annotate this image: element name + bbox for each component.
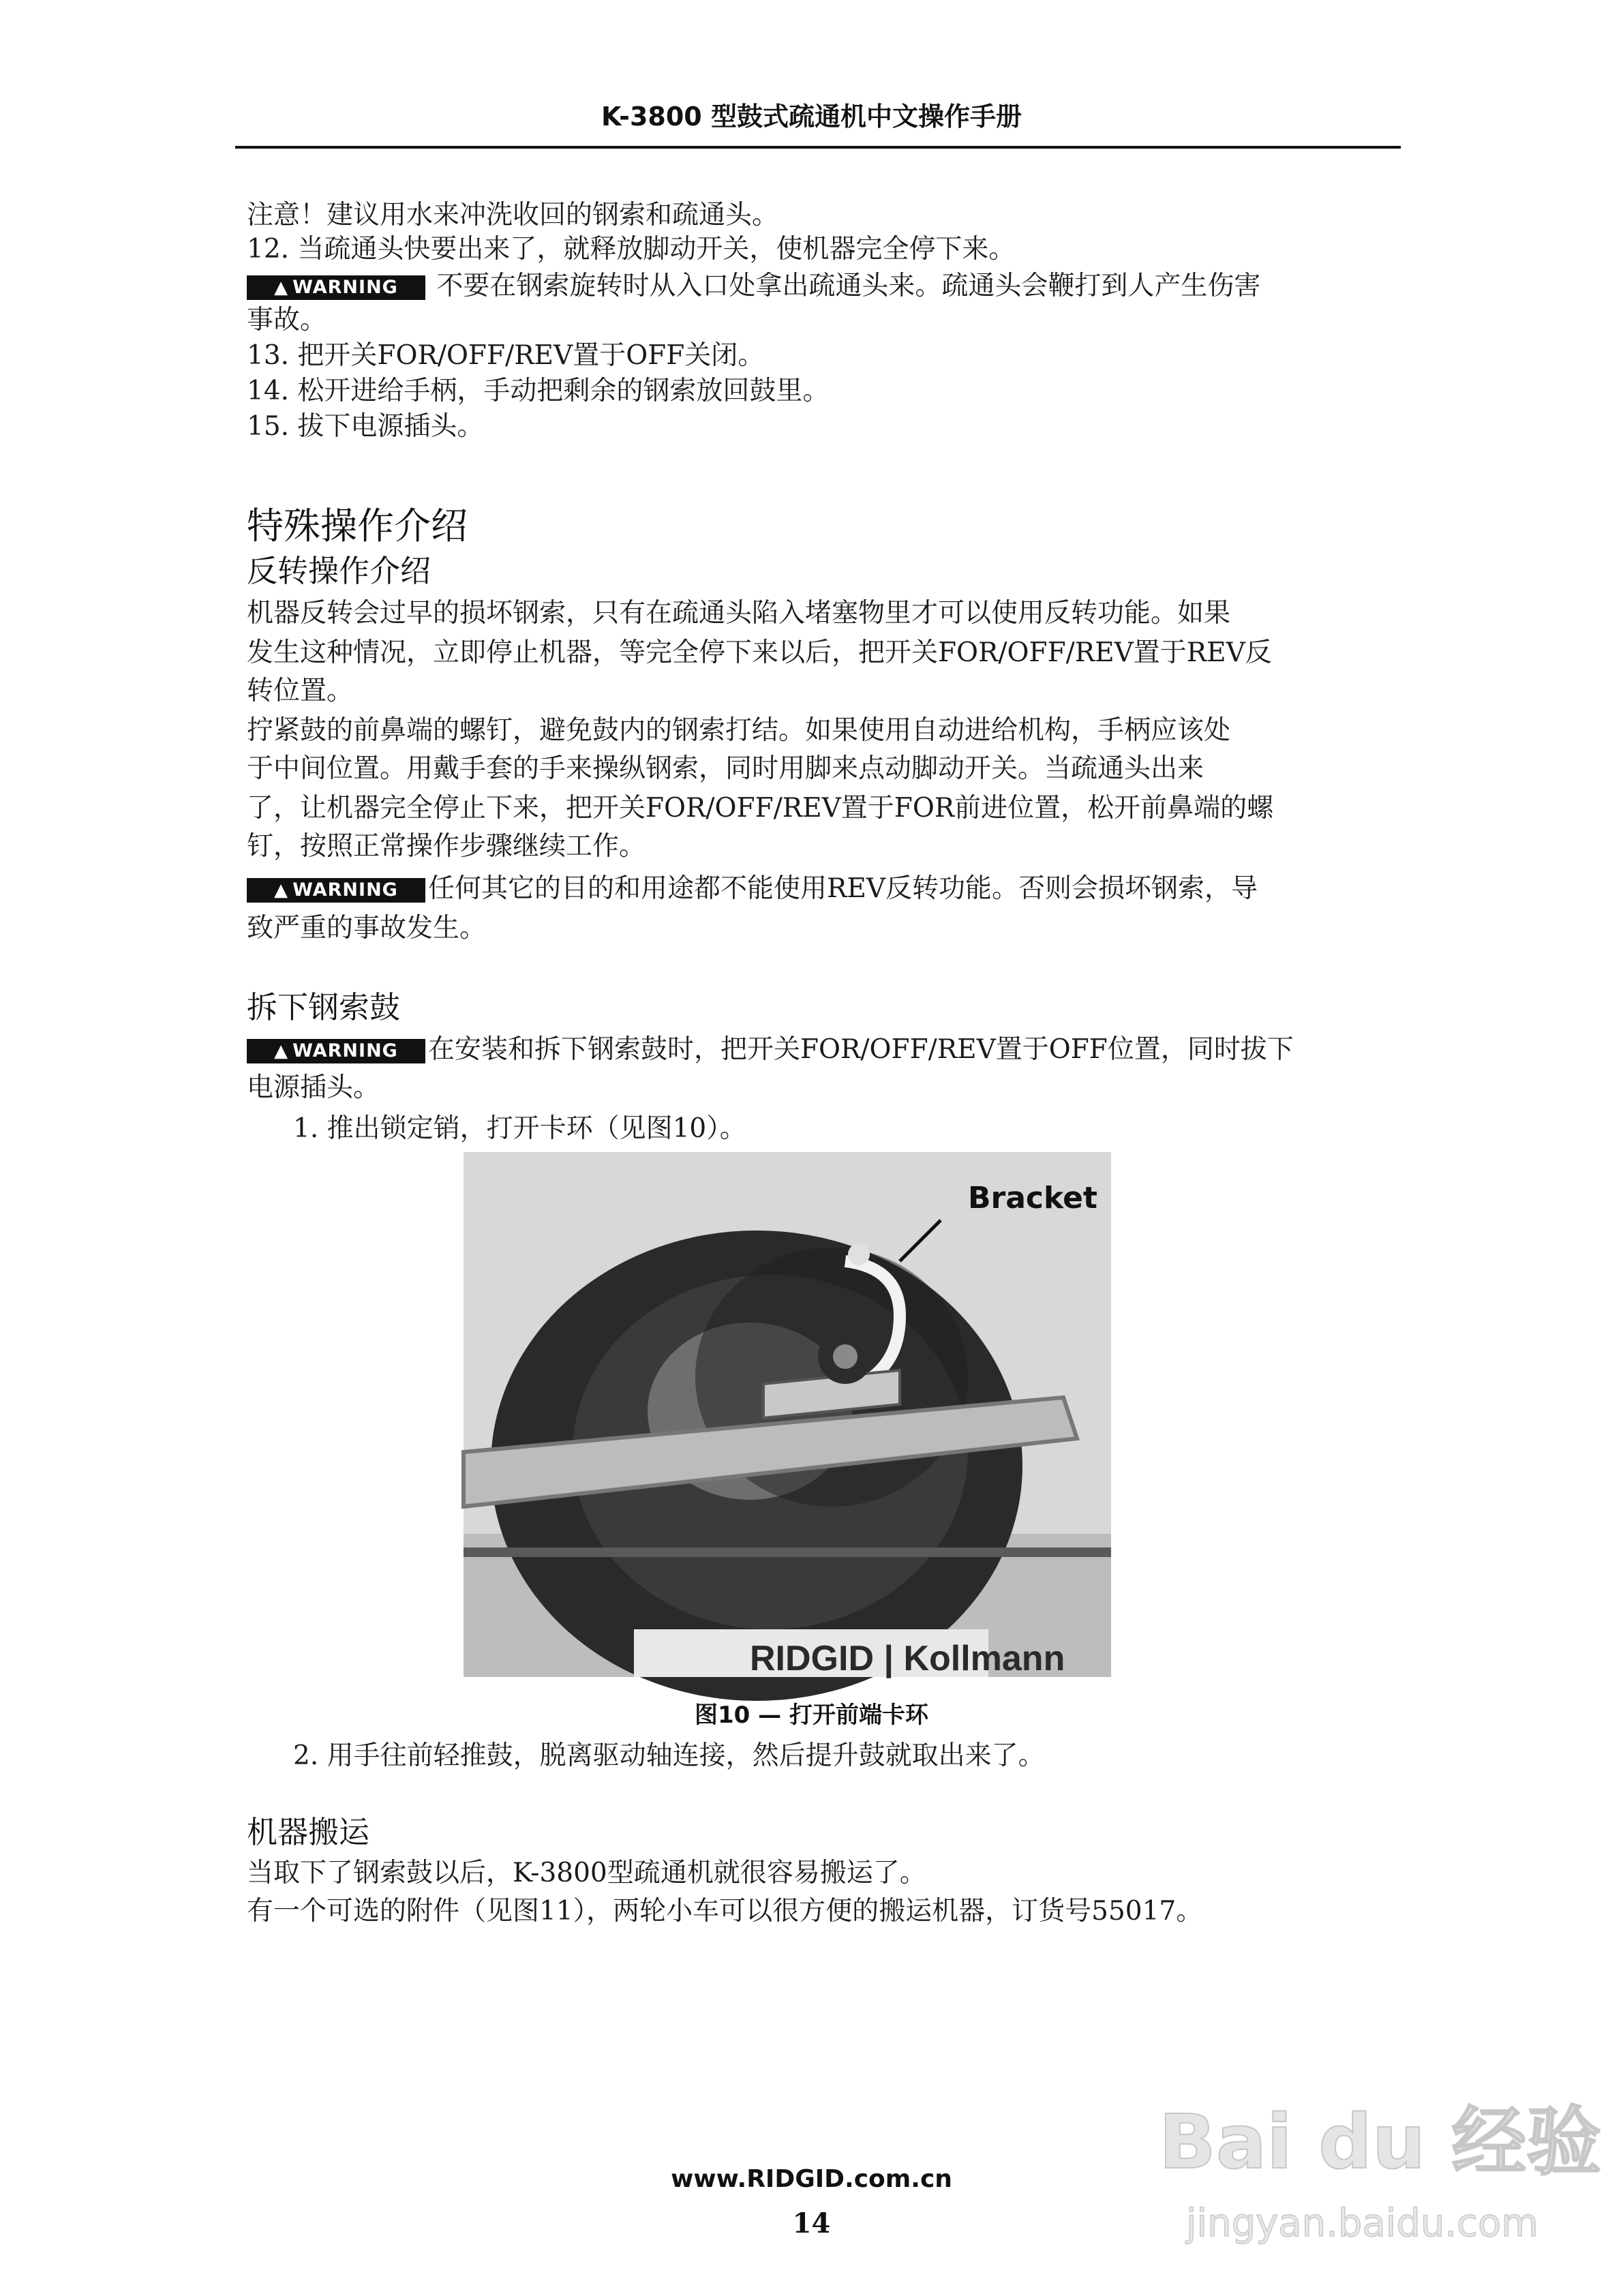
watermark-url: jingyan.baidu.com (1186, 2201, 1538, 2246)
step-15: 15. 拔下电源插头。 (247, 411, 484, 442)
remove-step-2: 2. 用手往前轻推鼓，脱离驱动轴连接，然后提升鼓就取出来了。 (293, 1740, 1045, 1771)
warning-2: ▲ WARNING 任何其它的目的和用途都不能使用REV反转功能。否则会损坏钢索，导 (247, 873, 1258, 905)
warning-2-cont: 致严重的事故发生。 (247, 913, 487, 943)
reverse-p1-l3: 转位置。 (247, 676, 354, 706)
reverse-p2-l2: 于中间位置。用戴手套的手来操纵钢索，同时用脚来点动脚动开关。当疏通头出来 (247, 753, 1204, 784)
note-line: 注意！建议用水来冲洗收回的钢索和疏通头。 (247, 200, 779, 230)
warning-3: ▲ WARNING 在安装和拆下钢索鼓时，把开关FOR/OFF/REV置于OFF位置，同时拔下 (247, 1033, 1294, 1066)
step-12: 12. 当疏通头快要出来了，就释放脚动开关，使机器完全停下来。 (247, 234, 1016, 265)
warning-triangle-icon: ▲ (274, 880, 289, 901)
reverse-p2-l3: 了，让机器完全停止下来，把开关FOR/OFF/REV置于FOR前进位置，松开前鼻端的螺 (247, 793, 1274, 824)
step-14: 14. 松开进给手柄，手动把剩余的钢索放回鼓里。 (247, 376, 830, 406)
drum-illustration (464, 1152, 1111, 1677)
transport-p1: 当取下了钢索鼓以后，K-3800型疏通机就很容易搬运了。 (247, 1858, 926, 1888)
warning-badge: ▲ WARNING (247, 878, 425, 903)
footer-url[interactable]: www.RIDGID.com.cn (671, 2165, 952, 2193)
drum-brand-label: RIDGID | Kollmann (750, 1639, 1065, 1678)
page-number: 14 (792, 2207, 831, 2239)
bracket-label: Bracket (968, 1181, 1097, 1215)
figure-10-photo (464, 1152, 1111, 1677)
reverse-p2-l1: 拧紧鼓的前鼻端的螺钉，避免鼓内的钢索打结。如果使用自动进给机构，手柄应该处 (247, 715, 1231, 746)
page-header-title: K-3800 型鼓式疏通机中文操作手册 (601, 102, 1022, 132)
warning-1: ▲ WARNING 不要在钢索旋转时从入口处拿出疏通头来。疏通头会鞭打到人产生伤害 (247, 270, 1260, 303)
warning-3-cont: 电源插头。 (247, 1072, 380, 1103)
figure-caption: 图10 — 打开前端卡环 (695, 1702, 928, 1729)
warning-badge: ▲ WARNING (247, 1039, 425, 1063)
reverse-p1-l1: 机器反转会过早的损坏钢索，只有在疏通头陷入堵塞物里才可以使用反转功能。如果 (247, 598, 1231, 629)
transport-p2: 有一个可选的附件（见图11），两轮小车可以很方便的搬运机器，订货号55017。 (247, 1896, 1203, 1927)
reverse-p1-l2: 发生这种情况，立即停止机器，等完全停下来以后，把开关FOR/OFF/REV置于REV反 (247, 637, 1272, 668)
reverse-heading: 反转操作介绍 (247, 553, 431, 589)
step-13: 13. 把开关FOR/OFF/REV置于OFF关闭。 (247, 340, 765, 371)
special-heading: 特殊操作介绍 (247, 504, 468, 547)
transport-heading: 机器搬运 (247, 1814, 370, 1850)
remove-step-1: 1. 推出锁定销，打开卡环（见图10）。 (293, 1113, 746, 1144)
reverse-p2-l4: 钉，按照正常操作步骤继续工作。 (247, 831, 646, 862)
warning-badge: ▲ WARNING (247, 275, 425, 300)
warning-triangle-icon: ▲ (274, 277, 289, 298)
warning-triangle-icon: ▲ (274, 1041, 289, 1061)
remove-drum-heading: 拆下钢索鼓 (247, 989, 401, 1025)
watermark-brand: Bai du 经验 (1159, 2098, 1602, 2186)
header-rule (235, 146, 1401, 149)
warning-1-cont: 事故。 (247, 305, 327, 335)
